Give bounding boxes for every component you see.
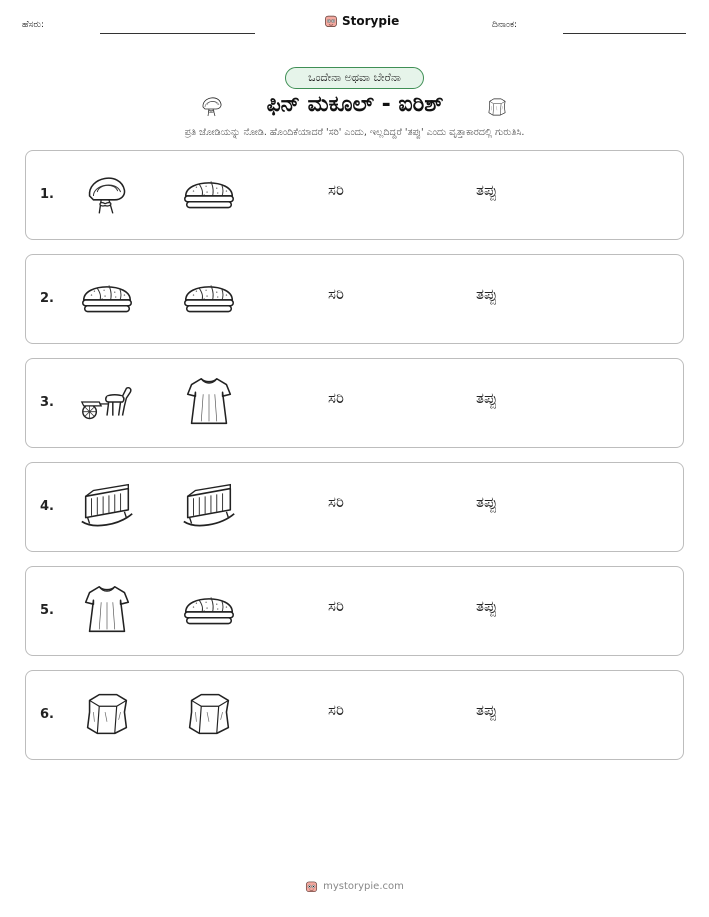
option-false[interactable]: ತಪ್ಪು: [476, 493, 498, 511]
question-card: [25, 462, 684, 552]
question-card: [25, 150, 684, 240]
question-card: [25, 358, 684, 448]
question-number: 5.: [40, 603, 54, 618]
cradle-icon: [178, 475, 240, 537]
option-false[interactable]: ತಪ್ಪು: [476, 181, 498, 199]
question-number: 1.: [40, 187, 54, 202]
option-true[interactable]: ಸರಿ: [328, 181, 344, 199]
option-false[interactable]: ತಪ್ಪು: [476, 597, 498, 615]
cradle-icon: [76, 475, 138, 537]
logo-text: Storypie: [342, 14, 400, 28]
footer: [0, 880, 709, 893]
stone-icon: [178, 683, 240, 745]
option-false[interactable]: ತಪ್ಪು: [476, 389, 498, 407]
bread-icon: [178, 267, 240, 329]
option-false[interactable]: ತಪ್ಪು: [476, 701, 498, 719]
activity-badge: ಒಂದೇನಾ ಅಥವಾ ಬೇರೆನಾ: [285, 67, 424, 89]
question-card: [25, 254, 684, 344]
bread-icon: [76, 267, 138, 329]
question-number: 6.: [40, 707, 54, 722]
dress-icon: [178, 371, 240, 433]
option-true[interactable]: ಸರಿ: [328, 285, 344, 303]
bonnet-icon: [196, 90, 228, 122]
storypie-footer-icon: [305, 880, 318, 893]
question-card: [25, 670, 684, 760]
stone-icon: [76, 683, 138, 745]
question-card: [25, 566, 684, 656]
question-number: 3.: [40, 395, 54, 410]
worksheet-title: ಫಿನ್ ಮಕೂಲ್ - ಐರಿಶ್: [266, 92, 444, 117]
bonnet-icon: [76, 163, 138, 225]
question-number: 2.: [40, 291, 54, 306]
question-number: 4.: [40, 499, 54, 514]
dress-icon: [76, 579, 138, 641]
date-blank-line[interactable]: [563, 33, 686, 34]
date-label: ದಿನಾಂಕ:: [492, 20, 518, 30]
option-true[interactable]: ಸರಿ: [328, 597, 344, 615]
worksheet-header: [0, 14, 709, 38]
option-true[interactable]: ಸರಿ: [328, 389, 344, 407]
footer-url[interactable]: mystorypie.com: [323, 881, 404, 892]
option-true[interactable]: ಸರಿ: [328, 493, 344, 511]
horse-cart-icon: [76, 371, 138, 433]
bread-icon: [178, 163, 240, 225]
storypie-logo-icon: [324, 14, 338, 28]
title-row: [0, 90, 709, 122]
name-label: ಹೆಸರು:: [22, 20, 45, 30]
storypie-logo: [324, 14, 399, 28]
name-blank-line[interactable]: [100, 33, 255, 34]
option-true[interactable]: ಸರಿ: [328, 701, 344, 719]
stone-icon: [484, 94, 510, 120]
instruction-text: ಪ್ರತಿ ಜೋಡಿಯನ್ನು ನೋಡಿ. ಹೊಂದಿಕೆಯಾದರೆ 'ಸರಿ' ಎಂದು, ಇಲ್ಲದಿದ್ದರೆ 'ತಪ್ಪು' ಎಂದು ವೃತ್ತಾಕಾರದಲ್ಲಿ ಗುರುತಿಸಿ.: [184, 127, 525, 138]
option-false[interactable]: ತಪ್ಪು: [476, 285, 498, 303]
bread-icon: [178, 579, 240, 641]
